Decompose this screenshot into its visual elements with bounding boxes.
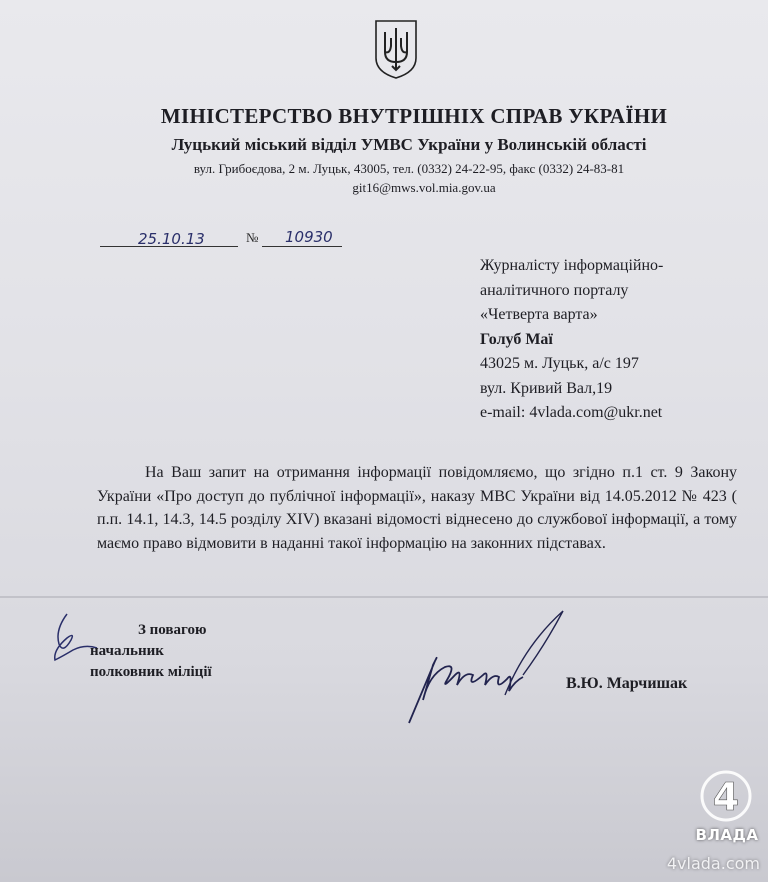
document-number: 10930 <box>285 228 333 246</box>
department-title: Луцький міський відділ УМВС України у Волинській області <box>171 135 647 154</box>
recipient-line: «Четверта варта» <box>480 306 598 323</box>
site-watermark: 4vlada.com <box>666 854 760 873</box>
recipient-block <box>480 254 760 426</box>
signer-rank: полковник міліції <box>90 664 212 680</box>
email-line: git16@mws.vol.mia.gov.ua <box>352 180 496 195</box>
recipient-line: аналітичного порталу <box>480 281 629 299</box>
paper-fold-line <box>0 596 768 598</box>
logo-digit: 4 <box>712 775 740 819</box>
recipient-line: 43025 м. Луцьк, а/с 197 <box>480 355 639 372</box>
trident-emblem-icon <box>373 18 419 80</box>
recipient-name: Голуб Маї <box>480 330 553 348</box>
letter-body <box>97 461 737 555</box>
address-line: вул. Грибоєдова, 2 м. Луцьк, 43005, тел. (0332) 24-22-95, факс (0332) 24-83-81 <box>193 161 625 176</box>
letter-body-text: На Ваш запит на отримання інформації повідомляємо, що згідно п.1 ст. 9 Закону України «Про доступ до публічної інформації», наказу МВС України від 14.05.2012 № 423 ( п.п. 14.1, 14.3, 14.5 розділу XIV) вказані відомості віднесено до службової інформації, а тому маємо право відмовити в наданні такої інформацію на законних підставах. <box>97 464 737 552</box>
closing-phrase: З повагою <box>138 622 207 638</box>
recipient-email: e-mail: 4vlada.com@ukr.net <box>480 404 663 421</box>
logo-word: ВЛАДА <box>695 826 759 844</box>
signer-title: начальник <box>90 643 164 659</box>
recipient-line: Журналісту інформаційно- <box>480 257 664 274</box>
document-reference <box>100 228 345 252</box>
handwritten-signature <box>395 605 570 730</box>
document-number-label: № <box>246 230 259 245</box>
date-underline <box>100 246 238 247</box>
signer-name: В.Ю. Марчишак <box>566 675 688 692</box>
signature-block <box>90 620 212 683</box>
recipient-line: вул. Кривий Вал,19 <box>480 379 613 397</box>
document-date: 25.10.13 <box>138 230 205 248</box>
ministry-title: МІНІСТЕРСТВО ВНУТРІШНІХ СПРАВ УКРАЇНИ <box>160 104 668 128</box>
number-underline <box>262 246 342 247</box>
